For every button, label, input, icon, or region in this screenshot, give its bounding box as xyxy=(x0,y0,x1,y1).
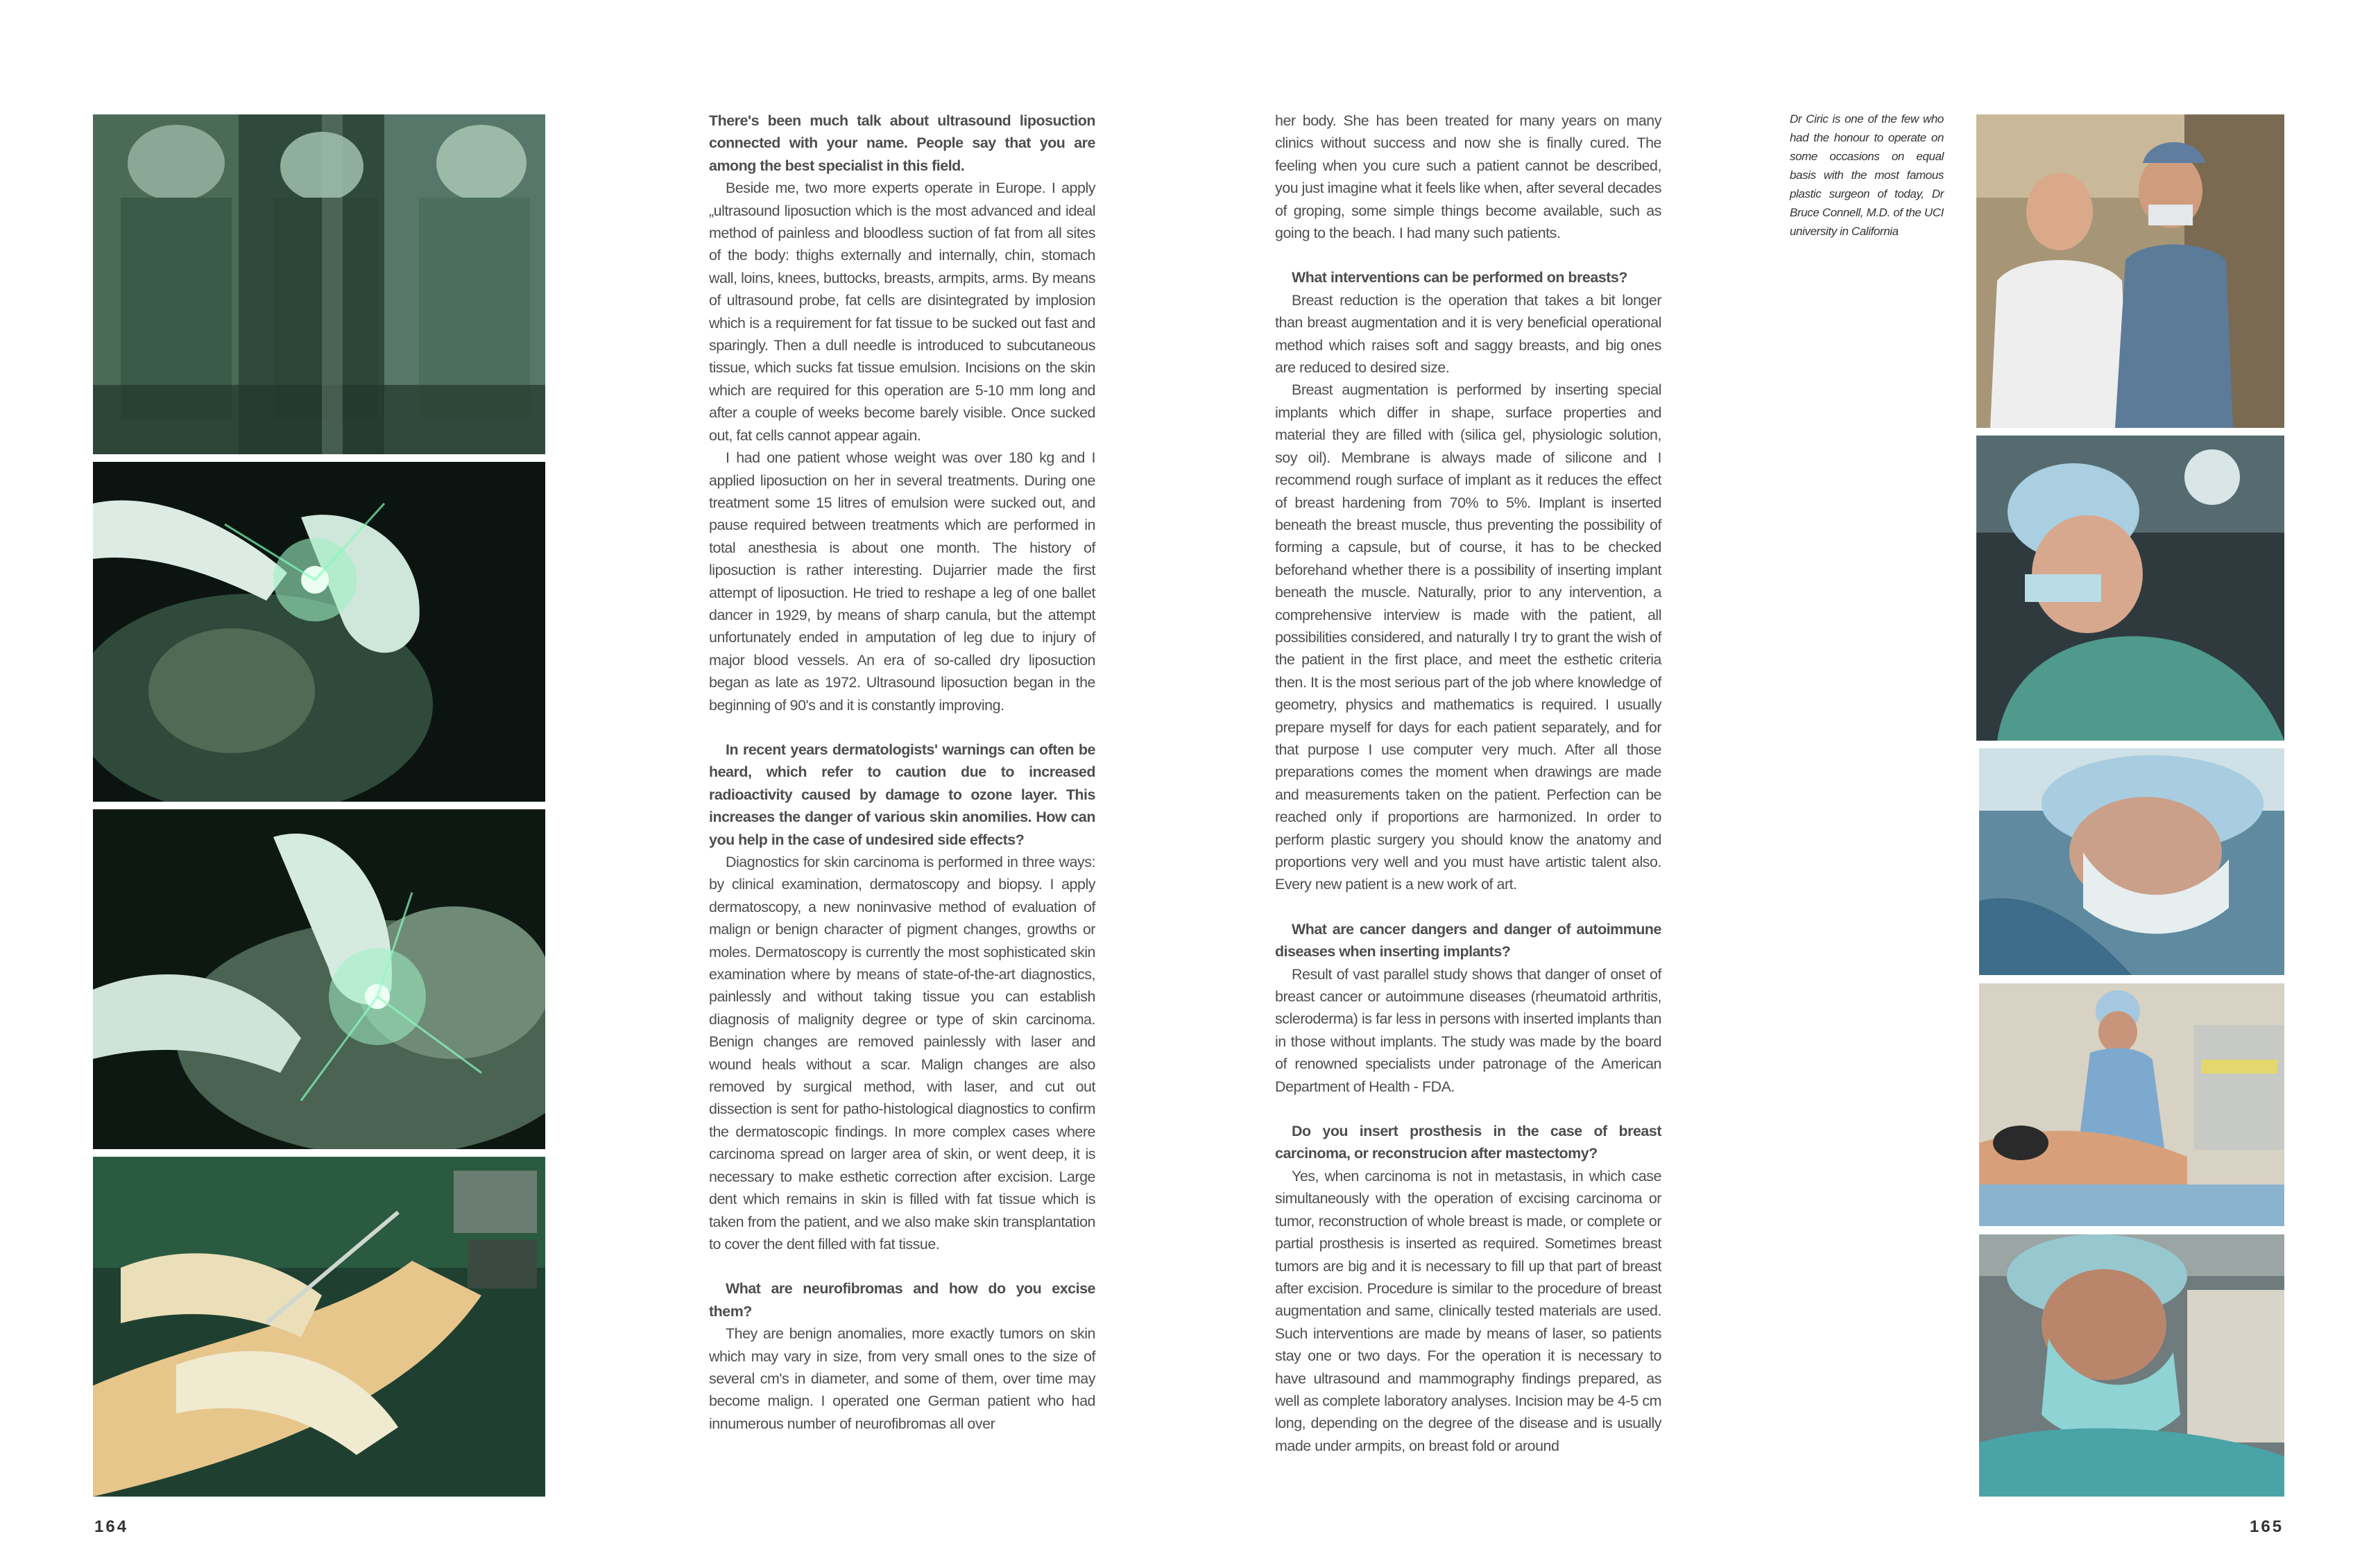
photo-surgeon-operating xyxy=(1976,436,2284,741)
interview-question: There's been much talk about ultrasound liposuction connected with your name. People say that you are among the best specialist in this field. xyxy=(709,112,1095,174)
photo-surgeon-masked-portrait xyxy=(1979,1234,2284,1497)
photo-surgeon-with-patient xyxy=(1979,983,2284,1226)
interview-question: What interventions can be performed on breasts? xyxy=(1292,269,1627,286)
photo-liposuction xyxy=(93,1157,545,1497)
photo-surgeon-masked-looking-down xyxy=(1979,748,2284,975)
interview-answer: I had one patient whose weight was over 180 kg and I applied liposuction on her in several treatments. During one treatment some 15 litres of emulsion were sucked out, and pause required between treatments which are performed in total anesthesia is about one month. The history of liposuction is rather interesting. Dujarrier made the first attempt of liposuction. He tried to reshape a leg of one ballet dancer in 1929, by means of sharp canula, but the attempt unfortunately ended in amputation of leg due to injury of major blood vessels. An era of so-called dry liposuction began as late as 1972. Ultrasound liposuction began in the beginning of 90's and it is constantly improving. xyxy=(709,449,1095,714)
interview-answer: They are benign anomalies, more exactly tumors on skin which may vary in size, from very small ones to the size of several cm's in diameter, and some of them, over time may become malign. I operated one German patient who had innumerous number of neurofibromas all over xyxy=(709,1325,1095,1432)
interview-answer-continued: her body. She has been treated for many years on many clinics without success and now she is finally cured. The feeling when you cure such a patient cannot be described, you just imagine what it feels like when, after several decades of groping, some simple things become available, such as going to the beach. I had many such patients. xyxy=(1275,112,1661,242)
interview-question: In recent years dermatologists' warnings can often be heard, which refer to caution due to increased radioactivity caused by damage to ozone layer. This increases the danger of various skin anomilies. How can you help in the case of undesired side effects? xyxy=(709,741,1095,848)
photo-laser-nose xyxy=(93,809,545,1149)
interview-question: What are cancer dangers and danger of autoimmune diseases when inserting implants? xyxy=(1275,920,1661,960)
interview-answer: Breast reduction is the operation that takes a bit longer than breast augmentation and it is very beneficial operational method which raises soft and saggy breasts, and big ones are reduced to desired size. xyxy=(1275,291,1661,377)
interview-answer: Breast augmentation is performed by inserting special implants which differ in shape, surface properties and material they are filled with (silica gel, physiologic solution, soy oil). Membrane is always made of silicone and I recommend rough surface of implant as it reduces the effect of breast hardening from 70% to 5%. Implant is inserted beneath the breast muscle, thus preventing the possibility of forming a capsule, but of course, it has to be checked beforehand whether there is a possibility of inserting implant beneath the muscle. Naturally, prior to any intervention, a comprehensive interview is made with the patient, all possibilities considered, and naturally I try to grant the wish of the patient in the first place, and meet the esthetic criteria then. It is the most serious part of the job where knowledge of geometry, physics and mathematics is required. I usually prepare myself for days for each patient separately, and for that purpose I use computer very much. After all those preparations comes the moment when drawings are made and measurements taken on the patient. Perfection can be reached only if proportions are harmonized. In order to perform plastic surgery you should know the anatomy and proportions very well and you must have artistic talent also. Every new patient is a new work of art. xyxy=(1275,381,1661,893)
article-column-right xyxy=(1275,110,1661,1457)
page-number-right: 165 xyxy=(2250,1517,2284,1536)
page-number-left: 164 xyxy=(94,1517,129,1536)
interview-answer: Diagnostics for skin carcinoma is performed in three ways: by clinical examination, dermatoscopy and biopsy. I apply dermatoscopy, a new noninvasive method of evaluation of malign or benign character of pigment changes, growths or moles. Dermatoscopy is currently the most sophisticated skin examination where by means of state-of-the-art diagnostics, painlessly and without taking tissue you can establish diagnosis of malignity degree or type of skin carcinoma. Benign changes are removed painlessly with laser and wound heals without a scar. Malign changes are also removed by surgical method, with laser, and cut out dissection is sent for patho-histological diagnostics to confirm the dermatoscopic findings. In more complex cases where carcinoma spread on larger area of skin, or went deep, it is necessary to make esthetic correction after excision. Large dent which remains in skin is filled with fat tissue which is taken from the patient, and we also make skin transplantation to cover the dent filled with fat tissue. xyxy=(709,854,1095,1252)
interview-answer: Yes, when carcinoma is not in metastasis, in which case simultaneously with the operation of excising carcinoma or tumor, reconstruction of whole breast is made, or complete or partial prosthesis is inserted as required. Sometimes breast tumors are big and it is necessary to fill up that part of breast after excision. Procedure is similar to the procedure of breast augmentation and same, clinically tested materials are used. Such interventions are made by means of laser, so patients stay one or two days. For the operation it is necessary to have ultrasound and mammography findings prepared, as well as complete laboratory analyses. Incision may be 4-5 cm long, depending on the degree of the disease and is usually made under armpits, on breast fold or around xyxy=(1275,1167,1661,1454)
photo-surgeons-montage xyxy=(93,114,545,454)
article-column-left xyxy=(709,110,1095,1435)
interview-answer: Beside me, two more experts operate in Europe. I apply „ultrasound liposuction which is the most advanced and ideal method of painless and bloodless suction of fat from all sites of the body: thighs externally and internally, chin, stomach wall, loins, knees, buttocks, breasts, armpits, arms. By means of ultrasound probe, fat cells are disintegrated by implosion which is a requirement for fat tissue to be sucked out fast and sparingly. Then a dull needle is introduced to subcutaneous tissue, which sucks fat tissue emulsion. Incisions on the skin which are required for this operation are 5-10 mm long and after a couple of weeks become barely visible. Once sucked out, fat cells cannot appear again. xyxy=(709,180,1095,444)
interview-question: What are neurofibromas and how do you excise them? xyxy=(709,1280,1095,1320)
photo-laser-face xyxy=(93,462,545,802)
photo-caption: Dr Ciric is one of the few who had the honour to operate on some occasions on equal basis with the most famous plastic surgeon of today, Dr Bruce Connell, M.D. of the UCI university in California xyxy=(1790,112,1944,238)
interview-answer: Result of vast parallel study shows that danger of onset of breast cancer or autoimmune diseases (rheumatoid arthritis, scleroderma) is far less in persons with inserted implants than in those without implants. The study was made by the board of renowned specialists under patronage of the American Department of Health - FDA. xyxy=(1275,965,1661,1095)
photo-dr-ciric-with-dr-connell xyxy=(1976,114,2284,428)
interview-question: Do you insert prosthesis in the case of breast carcinoma, or reconstrucion after mastectomy? xyxy=(1275,1123,1661,1162)
